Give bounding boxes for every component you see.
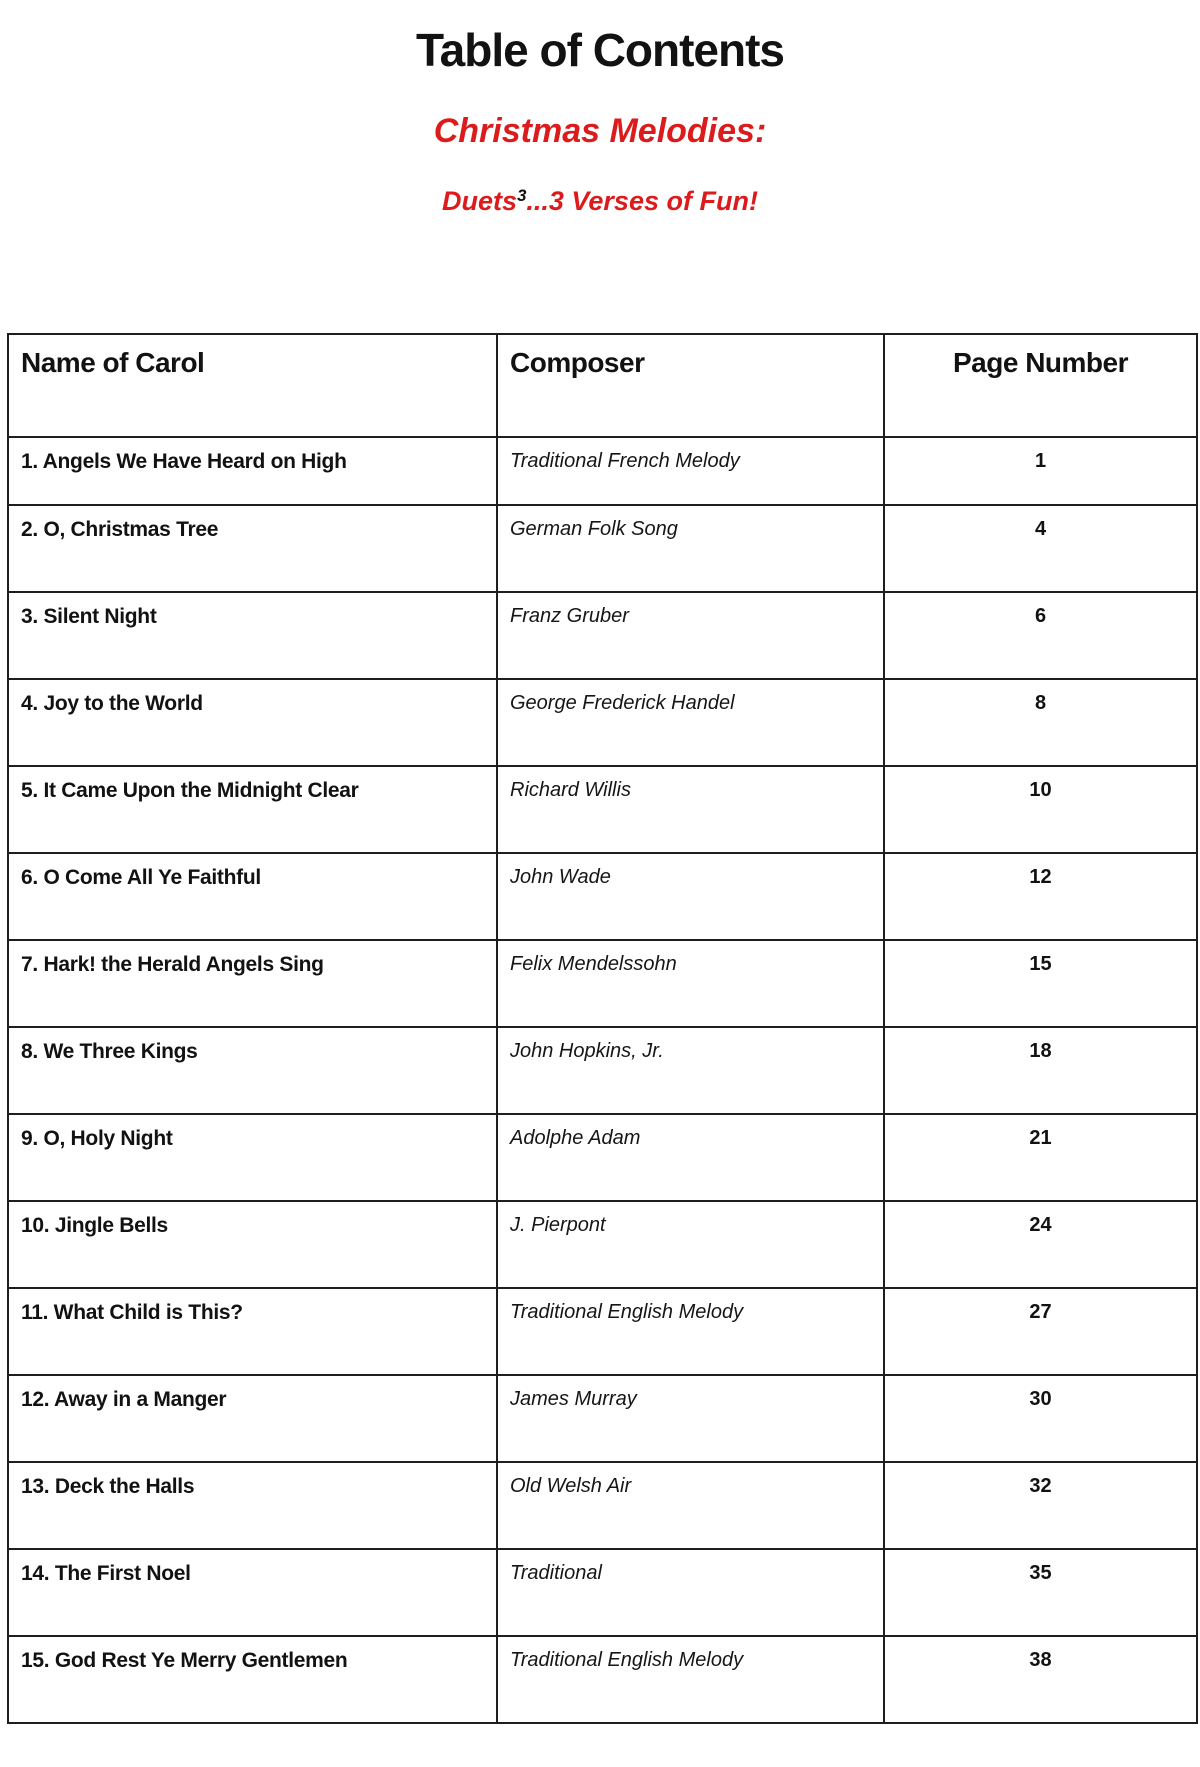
composer-cell: John Hopkins, Jr. xyxy=(497,1027,884,1114)
carol-name-cell: 4. Joy to the World xyxy=(8,679,497,766)
table-row xyxy=(8,1027,1197,1114)
contents-table xyxy=(7,333,1198,1724)
tagline-superscript-3: 3 xyxy=(517,185,527,205)
table-row xyxy=(8,1636,1197,1723)
table-row xyxy=(8,1201,1197,1288)
composer-cell: Felix Mendelssohn xyxy=(497,940,884,1027)
carol-name-cell: 1. Angels We Have Heard on High xyxy=(8,437,497,505)
carol-name-cell: 10. Jingle Bells xyxy=(8,1201,497,1288)
table-row xyxy=(8,1375,1197,1462)
series-tagline xyxy=(0,185,1200,219)
composer-cell: John Wade xyxy=(497,853,884,940)
carol-name-cell: 2. O, Christmas Tree xyxy=(8,505,497,592)
carol-name-cell: 15. God Rest Ye Merry Gentlemen xyxy=(8,1636,497,1723)
page-number-cell: 18 xyxy=(884,1027,1197,1114)
carol-name-cell: 14. The First Noel xyxy=(8,1549,497,1636)
table-row xyxy=(8,940,1197,1027)
page-number-cell: 10 xyxy=(884,766,1197,853)
document-title: Table of Contents xyxy=(415,24,785,76)
column-header-name-of-carol: Name of Carol xyxy=(8,334,497,437)
carol-name-cell: 3. Silent Night xyxy=(8,592,497,679)
page-number-cell: 6 xyxy=(884,592,1197,679)
table-row xyxy=(8,592,1197,679)
carol-name-cell: 11. What Child is This? xyxy=(8,1288,497,1375)
table-row xyxy=(8,679,1197,766)
composer-cell: Richard Willis xyxy=(497,766,884,853)
composer-cell: Traditional French Melody xyxy=(497,437,884,505)
page-number-cell: 8 xyxy=(884,679,1197,766)
table-row xyxy=(8,853,1197,940)
table-row xyxy=(8,1288,1197,1375)
table-row xyxy=(8,1462,1197,1549)
carol-name-cell: 7. Hark! the Herald Angels Sing xyxy=(8,940,497,1027)
page-number-cell: 12 xyxy=(884,853,1197,940)
page-number-cell: 30 xyxy=(884,1375,1197,1462)
page-number-cell: 4 xyxy=(884,505,1197,592)
carol-name-cell: 9. O, Holy Night xyxy=(8,1114,497,1201)
composer-cell: Traditional English Melody xyxy=(497,1636,884,1723)
tagline-rest: ...3 Verses of Fun! xyxy=(526,186,758,216)
carol-name-cell: 13. Deck the Halls xyxy=(8,1462,497,1549)
composer-cell: Traditional xyxy=(497,1549,884,1636)
table-row xyxy=(8,1549,1197,1636)
page-number-cell: 15 xyxy=(884,940,1197,1027)
carol-name-cell: 12. Away in a Manger xyxy=(8,1375,497,1462)
column-header-page-number: Page Number xyxy=(884,334,1197,437)
table-row xyxy=(8,505,1197,592)
page-number-cell: 24 xyxy=(884,1201,1197,1288)
carol-name-cell: 5. It Came Upon the Midnight Clear xyxy=(8,766,497,853)
table-row xyxy=(8,1114,1197,1201)
composer-cell: Adolphe Adam xyxy=(497,1114,884,1201)
composer-cell: George Frederick Handel xyxy=(497,679,884,766)
table-body xyxy=(8,437,1197,1723)
tagline-word-duets: Duets xyxy=(442,186,518,216)
page-number-cell: 35 xyxy=(884,1549,1197,1636)
column-header-composer: Composer xyxy=(497,334,884,437)
composer-cell: Traditional English Melody xyxy=(497,1288,884,1375)
table-row xyxy=(8,766,1197,853)
table-header-row xyxy=(8,334,1197,437)
series-title: Christmas Melodies: xyxy=(433,111,767,150)
composer-cell: German Folk Song xyxy=(497,505,884,592)
page-number-cell: 32 xyxy=(884,1462,1197,1549)
composer-cell: James Murray xyxy=(497,1375,884,1462)
page-number-cell: 21 xyxy=(884,1114,1197,1201)
composer-cell: Franz Gruber xyxy=(497,592,884,679)
composer-cell: Old Welsh Air xyxy=(497,1462,884,1549)
carol-name-cell: 6. O Come All Ye Faithful xyxy=(8,853,497,940)
page-number-cell: 27 xyxy=(884,1288,1197,1375)
page-number-cell: 38 xyxy=(884,1636,1197,1723)
carol-name-cell: 8. We Three Kings xyxy=(8,1027,497,1114)
composer-cell: J. Pierpont xyxy=(497,1201,884,1288)
page-number-cell: 1 xyxy=(884,437,1197,505)
table-row xyxy=(8,437,1197,505)
